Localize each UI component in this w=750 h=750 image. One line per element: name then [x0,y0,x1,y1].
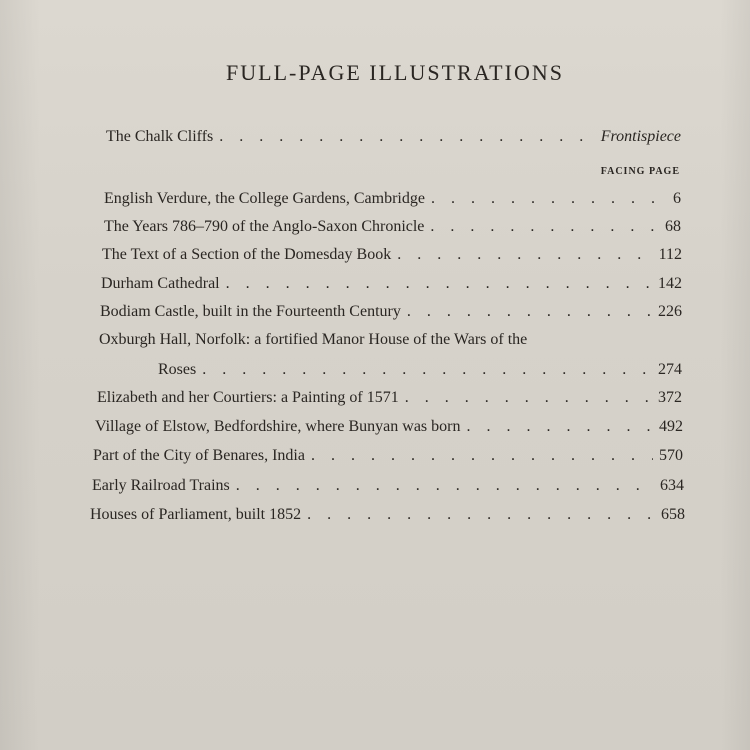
entry-title: Early Railroad Trains [92,477,230,494]
entry-page: 570 [659,447,683,464]
entry-page: 68 [665,218,681,235]
list-item [93,447,683,471]
list-item [101,275,682,299]
entry-page: 226 [658,303,682,320]
entry-title: Houses of Parliament, built 1852 [90,506,302,523]
entry-title: Village of Elstow, Bedfordshire, where Bunyan was born [95,418,461,435]
entry-page: 372 [658,389,682,406]
entry-page: 274 [658,361,682,378]
list-item [90,506,685,530]
entry-page: 634 [660,477,684,494]
leader-dots [405,389,652,407]
leader-dots [307,506,655,524]
list-item [158,361,682,385]
list-item [97,389,682,413]
leader-dots [311,447,653,465]
list-item [104,190,681,214]
leader-dots [226,275,652,293]
entry-page: 142 [658,275,682,292]
leader-dots [397,246,652,264]
list-item [95,418,683,442]
entry-page: 492 [659,418,683,435]
list-item [102,246,682,270]
entry-page: Frontispiece [600,128,681,145]
page-heading: FULL-PAGE ILLUSTRATIONS [226,60,564,85]
leader-dots [430,218,659,236]
entry-title: Bodiam Castle, built in the Fourteenth Century [100,303,401,320]
entry-page: 112 [658,246,682,263]
entry-title: Part of the City of Benares, India [93,447,305,464]
entry-title: The Years 786–790 of the Anglo-Saxon Chronicle [104,218,425,235]
leader-dots [431,190,667,208]
leader-dots [202,361,652,379]
entry-page: 6 [673,190,681,207]
entry-title: Oxburgh Hall, Norfolk: a fortified Manor House of the Wars of the [99,331,528,348]
list-item [104,218,681,242]
entry-title: English Verdure, the College Gardens, Cambridge [104,190,425,207]
entry-title-continuation: Roses [158,361,197,378]
list-item [100,303,682,327]
list-item [92,477,684,501]
facing-page-label: FACING PAGE [600,166,680,177]
leader-dots [466,418,653,436]
entry-title: The Chalk Cliffs [106,128,214,145]
entry-title: Durham Cathedral [101,275,220,292]
leader-dots [407,303,652,321]
entry-page: 658 [661,506,685,523]
entry-title: The Text of a Section of the Domesday Book [102,246,392,263]
entry-title: Elizabeth and her Courtiers: a Painting of 1571 [97,389,399,406]
leader-dots [236,477,654,495]
